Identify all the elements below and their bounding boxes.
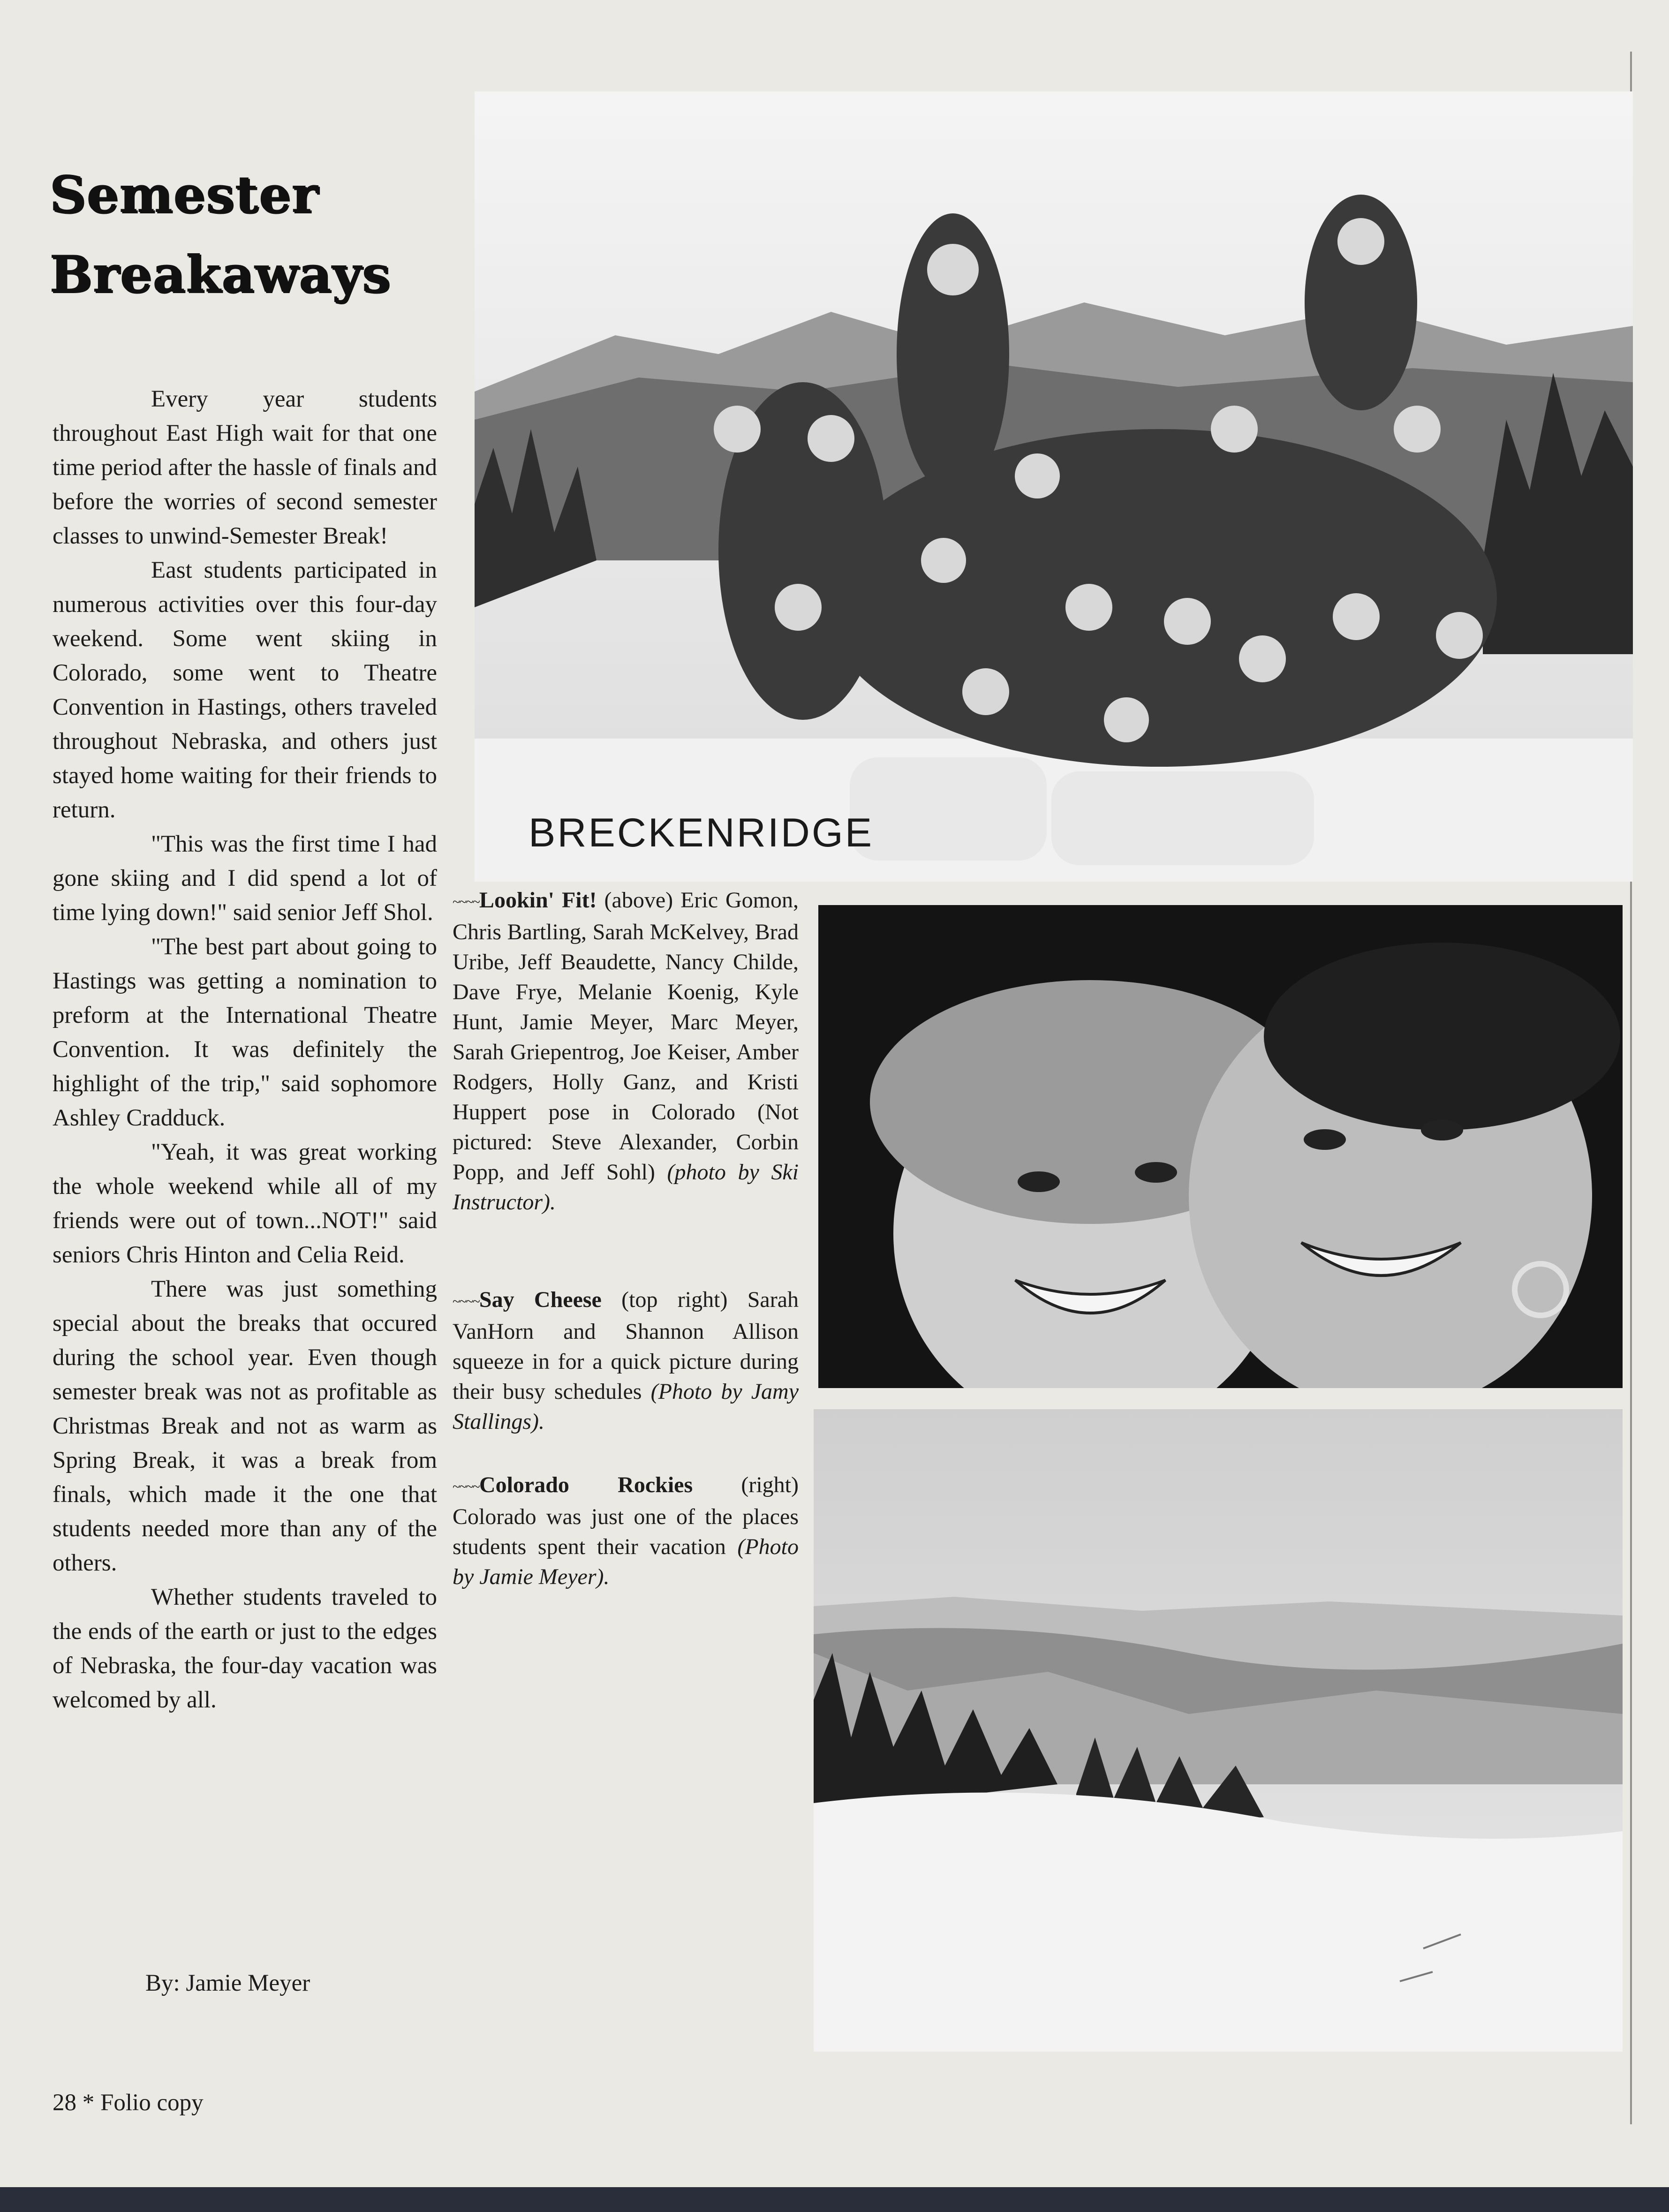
byline: By: Jamie Meyer [145,1970,310,1996]
title-line-2: Breakaways [49,245,391,304]
squiggle-mark: ~~~~ [453,894,479,910]
page-title [49,155,471,314]
photo-credit: (Photo by Jamie Meyer). [453,1534,799,1589]
article-paragraph: "Yeah, it was great working the whole weekend while all of my friends were out of town...NOT!" said seniors Chris Hinton and Celia Reid. [53,1139,437,1268]
title-line-1: Semester [49,165,318,224]
caption-text: (top right) Sarah VanHorn and Shannon Allison squeeze in for a quick picture during their busy schedules [453,1287,799,1404]
colorado-rockies-photo [814,1409,1623,2052]
group-ski-photo [475,91,1633,882]
caption-lookin-fit [453,885,799,1217]
article-paragraph: "This was the first time I had gone skiing and I did spend a lot of time lying down!" said senior Jeff Shol. [53,831,437,926]
breckenridge-sign: BRECKENRIDGE [529,810,874,855]
article-paragraph: There was just something special about the breaks that occured during the school year. Even though semester break was not as profitable as Christmas Break and not as warm as Spring Break, it was a break from finals, which made it the one that students needed more than any of the others. [53,1276,437,1576]
squiggle-mark: ~~~~ [453,1293,479,1309]
caption-say-cheese [453,1285,799,1437]
article-paragraph: East students participated in numerous activities over this four-day weekend. Some went skiing in Colorado, some went to Theatre Convention in Hastings, others traveled throughout Nebraska, and others just stayed home waiting for their friends to return. [53,557,437,823]
photo-credit: (photo by Ski Instructor). [453,1159,799,1215]
article-paragraph: Whether students traveled to the ends of the earth or just to the edges of Nebraska, the four-day vacation was welcomed by all. [53,1584,437,1713]
say-cheese-photo [818,905,1623,1388]
caption-heading: Colorado Rockies [479,1472,693,1497]
page-bottom-edge [0,2187,1669,2212]
caption-text: (above) Eric Gomon, Chris Bartling, Sarah McKelvey, Brad Uribe, Jeff Beaudette, Nancy Childe, Dave Frye, Melanie Koenig, Kyle Hunt, Jamie Meyer, Marc Meyer, Sarah Griepentrog, Joe Keiser, Amber Rodgers, Holly Ganz, and Kristi Huppert pose in Colorado (Not pictured: Steve Alexander, Corbin Popp, and Jeff Sohl) [453,888,799,1185]
article-paragraph: "The best part about going to Hastings was getting a nomination to preform at the International Theatre Convention. It was definitely the highlight of the trip," said sophomore Ashley Cradduck. [53,934,437,1131]
caption-heading: Say Cheese [479,1287,602,1312]
folio: 28 * Folio copy [53,2090,204,2116]
photo-credit: (Photo by Jamy Stallings). [453,1379,799,1434]
caption-colorado-rockies [453,1470,799,1592]
article-paragraph: Every year students throughout East High wait for that one time period after the hassle of finals and before the worries of second semester classes to unwind-Semester Break! [53,386,437,549]
squiggle-mark: ~~~~ [453,1479,479,1495]
caption-text: (right) Colorado was just one of the places students spent their vacation [453,1472,799,1559]
caption-heading: Lookin' Fit! [479,888,597,913]
article-body [53,382,437,1717]
